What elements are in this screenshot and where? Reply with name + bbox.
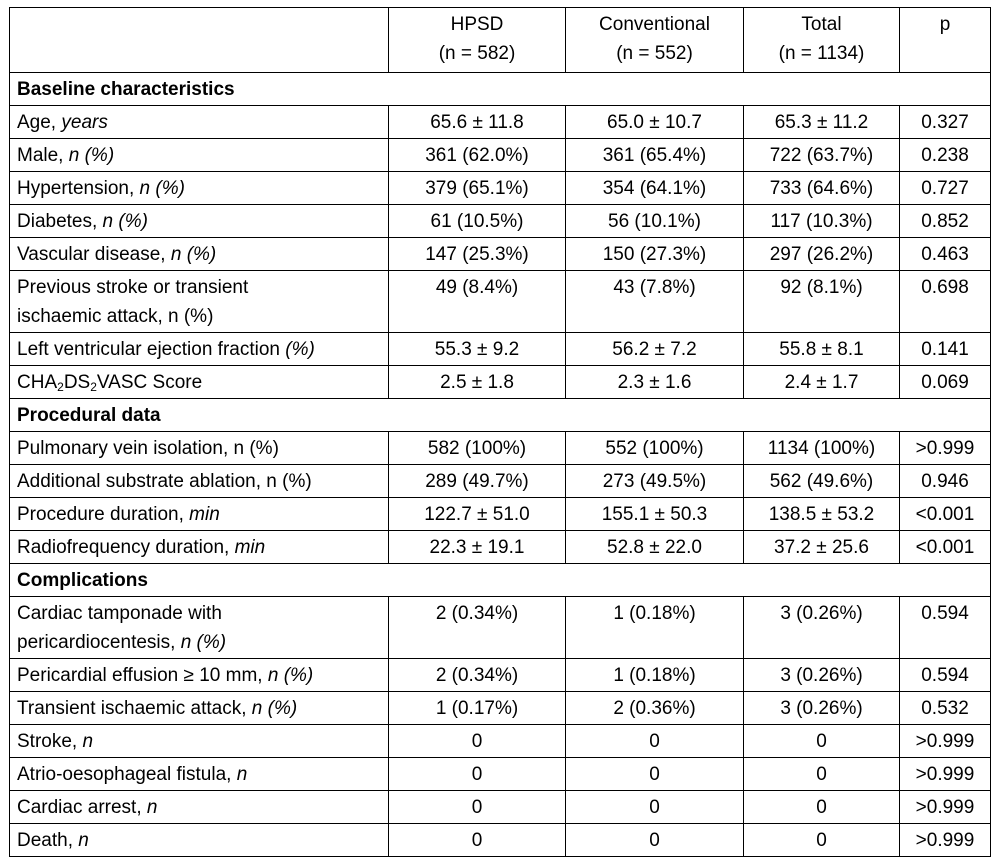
cell-p: 0.463: [900, 238, 991, 271]
cell-total: 2.4 ± 1.7: [744, 366, 900, 399]
cell-total: 0: [744, 824, 900, 857]
label-text: Procedure duration,: [17, 504, 190, 525]
table-row: [10, 172, 991, 205]
cell-total: 3 (0.26%): [744, 659, 900, 692]
cell-total: 3 (0.26%): [744, 692, 900, 725]
cell-p: 0.594: [900, 659, 991, 692]
cell-conventional: 52.8 ± 22.0: [566, 531, 744, 564]
cell-hpsd: 379 (65.1%): [389, 172, 566, 205]
label-unit: min: [189, 504, 220, 525]
cell-total: 0: [744, 791, 900, 824]
cell-conventional: 65.0 ± 10.7: [566, 106, 744, 139]
row-label: [10, 333, 389, 366]
table-row: [10, 465, 991, 498]
results-table: [9, 7, 991, 857]
table-row: [10, 725, 991, 758]
section-title: Complications: [10, 564, 991, 597]
cell-p: 0.069: [900, 366, 991, 399]
cell-conventional: 1 (0.18%): [566, 597, 744, 659]
label-unit: n: [236, 764, 248, 785]
cell-total: 0: [744, 725, 900, 758]
cell-conventional: 0: [566, 824, 744, 857]
cell-total: 65.3 ± 11.2: [744, 106, 900, 139]
label-text: Cardiac arrest,: [17, 797, 147, 818]
table-row: [10, 106, 991, 139]
cell-total: 92 (8.1%): [744, 271, 900, 333]
label-unit: n: [82, 731, 94, 752]
header-row: [10, 8, 991, 73]
cell-p: 0.238: [900, 139, 991, 172]
cell-total: 0: [744, 758, 900, 791]
cell-hpsd: 147 (25.3%): [389, 238, 566, 271]
label-unit: min: [234, 537, 266, 558]
row-label: Pulmonary vein isolation, n (%): [10, 432, 389, 465]
cell-total: 1134 (100%): [744, 432, 900, 465]
header-empty: [10, 8, 389, 73]
cell-conventional: 273 (49.5%): [566, 465, 744, 498]
row-label: [10, 725, 389, 758]
cell-p: <0.001: [900, 531, 991, 564]
label-unit: years: [61, 112, 108, 133]
header-total-n: (n = 1134): [778, 43, 865, 64]
label-unit: (%): [285, 339, 315, 360]
table-row: [10, 205, 991, 238]
cell-total: 117 (10.3%): [744, 205, 900, 238]
header-conventional: [566, 8, 744, 73]
cell-p: 0.698: [900, 271, 991, 333]
cell-p: 0.852: [900, 205, 991, 238]
header-conventional-title: Conventional: [599, 14, 710, 35]
section-row-procedural: [10, 399, 991, 432]
label-text: Left ventricular ejection fraction: [17, 339, 286, 360]
table-row: [10, 271, 991, 333]
label-text: Hypertension,: [17, 178, 140, 199]
cell-conventional: 2 (0.36%): [566, 692, 744, 725]
cell-p: 0.727: [900, 172, 991, 205]
cell-p: 0.532: [900, 692, 991, 725]
row-label: [10, 366, 389, 399]
cell-total: 297 (26.2%): [744, 238, 900, 271]
cell-conventional: 0: [566, 725, 744, 758]
label-unit: n (%): [267, 665, 314, 686]
row-label: [10, 172, 389, 205]
table-row: [10, 824, 991, 857]
cell-p: >0.999: [900, 725, 991, 758]
label-text-line2: pericardiocentesis,: [17, 632, 181, 653]
cell-p: 0.141: [900, 333, 991, 366]
label-unit: n (%): [180, 632, 227, 653]
cell-hpsd: 582 (100%): [389, 432, 566, 465]
table-row: [10, 692, 991, 725]
label-sub: 2: [57, 380, 64, 394]
header-p-title: p: [939, 14, 951, 35]
cell-conventional: 56.2 ± 7.2: [566, 333, 744, 366]
label-text: Transient ischaemic attack,: [17, 698, 252, 719]
label-unit: n (%): [102, 211, 148, 232]
header-total: [744, 8, 900, 73]
label-unit: n (%): [170, 244, 217, 265]
header-hpsd-title: HPSD: [450, 14, 504, 35]
table-row: [10, 238, 991, 271]
cell-hpsd: 0: [389, 725, 566, 758]
cell-hpsd: 2 (0.34%): [389, 659, 566, 692]
row-label: [10, 531, 389, 564]
cell-total: 562 (49.6%): [744, 465, 900, 498]
row-label: [10, 659, 389, 692]
row-label: [10, 692, 389, 725]
cell-conventional: 0: [566, 791, 744, 824]
cell-total: 37.2 ± 25.6: [744, 531, 900, 564]
table-row: [10, 791, 991, 824]
label-text: Diabetes,: [17, 211, 103, 232]
table-row: [10, 758, 991, 791]
table-row: [10, 139, 991, 172]
cell-hpsd: 2.5 ± 1.8: [389, 366, 566, 399]
header-hpsd-n: (n = 582): [438, 43, 516, 64]
section-row-complications: [10, 564, 991, 597]
cell-conventional: 0: [566, 758, 744, 791]
label-unit: n (%): [68, 145, 115, 166]
table-row: [10, 432, 991, 465]
label-text-line2: ischaemic attack, n (%): [17, 306, 214, 327]
cell-p: 0.594: [900, 597, 991, 659]
label-unit: n (%): [251, 698, 298, 719]
cell-hpsd: 49 (8.4%): [389, 271, 566, 333]
cell-hpsd: 1 (0.17%): [389, 692, 566, 725]
row-label: [10, 139, 389, 172]
header-hpsd: [389, 8, 566, 73]
label-text: VASC Score: [96, 372, 203, 393]
cell-total: 733 (64.6%): [744, 172, 900, 205]
cell-conventional: 361 (65.4%): [566, 139, 744, 172]
cell-p: >0.999: [900, 791, 991, 824]
cell-p: 0.946: [900, 465, 991, 498]
label-text: Death,: [17, 830, 79, 851]
cell-total: 3 (0.26%): [744, 597, 900, 659]
cell-p: <0.001: [900, 498, 991, 531]
header-total-title: Total: [801, 14, 842, 35]
table-row: [10, 531, 991, 564]
label-unit: n: [146, 797, 158, 818]
cell-p: >0.999: [900, 824, 991, 857]
cell-total: 722 (63.7%): [744, 139, 900, 172]
cell-conventional: 552 (100%): [566, 432, 744, 465]
cell-hpsd: 0: [389, 824, 566, 857]
label-text: Age,: [17, 112, 62, 133]
cell-p: 0.327: [900, 106, 991, 139]
cell-conventional: 150 (27.3%): [566, 238, 744, 271]
label-text: Pericardial effusion ≥ 10 mm,: [17, 665, 268, 686]
row-label: [10, 238, 389, 271]
label-text: Previous stroke or transient: [17, 277, 249, 298]
row-label: [10, 271, 389, 333]
label-unit: n: [78, 830, 89, 851]
label-text: Radiofrequency duration,: [17, 537, 235, 558]
row-label: [10, 824, 389, 857]
cell-conventional: 354 (64.1%): [566, 172, 744, 205]
cell-hpsd: 61 (10.5%): [389, 205, 566, 238]
cell-p: >0.999: [900, 758, 991, 791]
table-row: [10, 597, 991, 659]
header-conventional-n: (n = 552): [616, 43, 693, 64]
table-row: [10, 659, 991, 692]
cell-hpsd: 65.6 ± 11.8: [389, 106, 566, 139]
table-row: [10, 333, 991, 366]
table-row: [10, 498, 991, 531]
header-p: [900, 8, 991, 73]
cell-total: 55.8 ± 8.1: [744, 333, 900, 366]
row-label: [10, 597, 389, 659]
cell-hpsd: 0: [389, 791, 566, 824]
row-label: [10, 791, 389, 824]
cell-hpsd: 361 (62.0%): [389, 139, 566, 172]
table-row: [10, 366, 991, 399]
cell-hpsd: 0: [389, 758, 566, 791]
cell-conventional: 43 (7.8%): [566, 271, 744, 333]
label-text: Vascular disease,: [17, 244, 171, 265]
cell-conventional: 56 (10.1%): [566, 205, 744, 238]
cell-conventional: 155.1 ± 50.3: [566, 498, 744, 531]
row-label: [10, 106, 389, 139]
cell-hpsd: 22.3 ± 19.1: [389, 531, 566, 564]
label-sub: 2: [90, 380, 97, 394]
section-row-baseline: [10, 73, 991, 106]
row-label: [10, 205, 389, 238]
label-text: Male,: [17, 145, 69, 166]
label-text: DS: [63, 372, 91, 393]
label-text: Stroke,: [17, 731, 83, 752]
label-text: CHA: [17, 372, 58, 393]
label-text: Atrio-oesophageal fistula,: [17, 764, 237, 785]
label-text: Cardiac tamponade with: [17, 603, 222, 624]
cell-conventional: 1 (0.18%): [566, 659, 744, 692]
cell-conventional: 2.3 ± 1.6: [566, 366, 744, 399]
cell-p: >0.999: [900, 432, 991, 465]
cell-hpsd: 2 (0.34%): [389, 597, 566, 659]
cell-hpsd: 289 (49.7%): [389, 465, 566, 498]
section-title: Procedural data: [10, 399, 991, 432]
label-unit: n (%): [139, 178, 185, 199]
cell-hpsd: 122.7 ± 51.0: [389, 498, 566, 531]
section-title: Baseline characteristics: [10, 73, 991, 106]
row-label: [10, 758, 389, 791]
row-label: [10, 498, 389, 531]
cell-hpsd: 55.3 ± 9.2: [389, 333, 566, 366]
cell-total: 138.5 ± 53.2: [744, 498, 900, 531]
row-label: Additional substrate ablation, n (%): [10, 465, 389, 498]
